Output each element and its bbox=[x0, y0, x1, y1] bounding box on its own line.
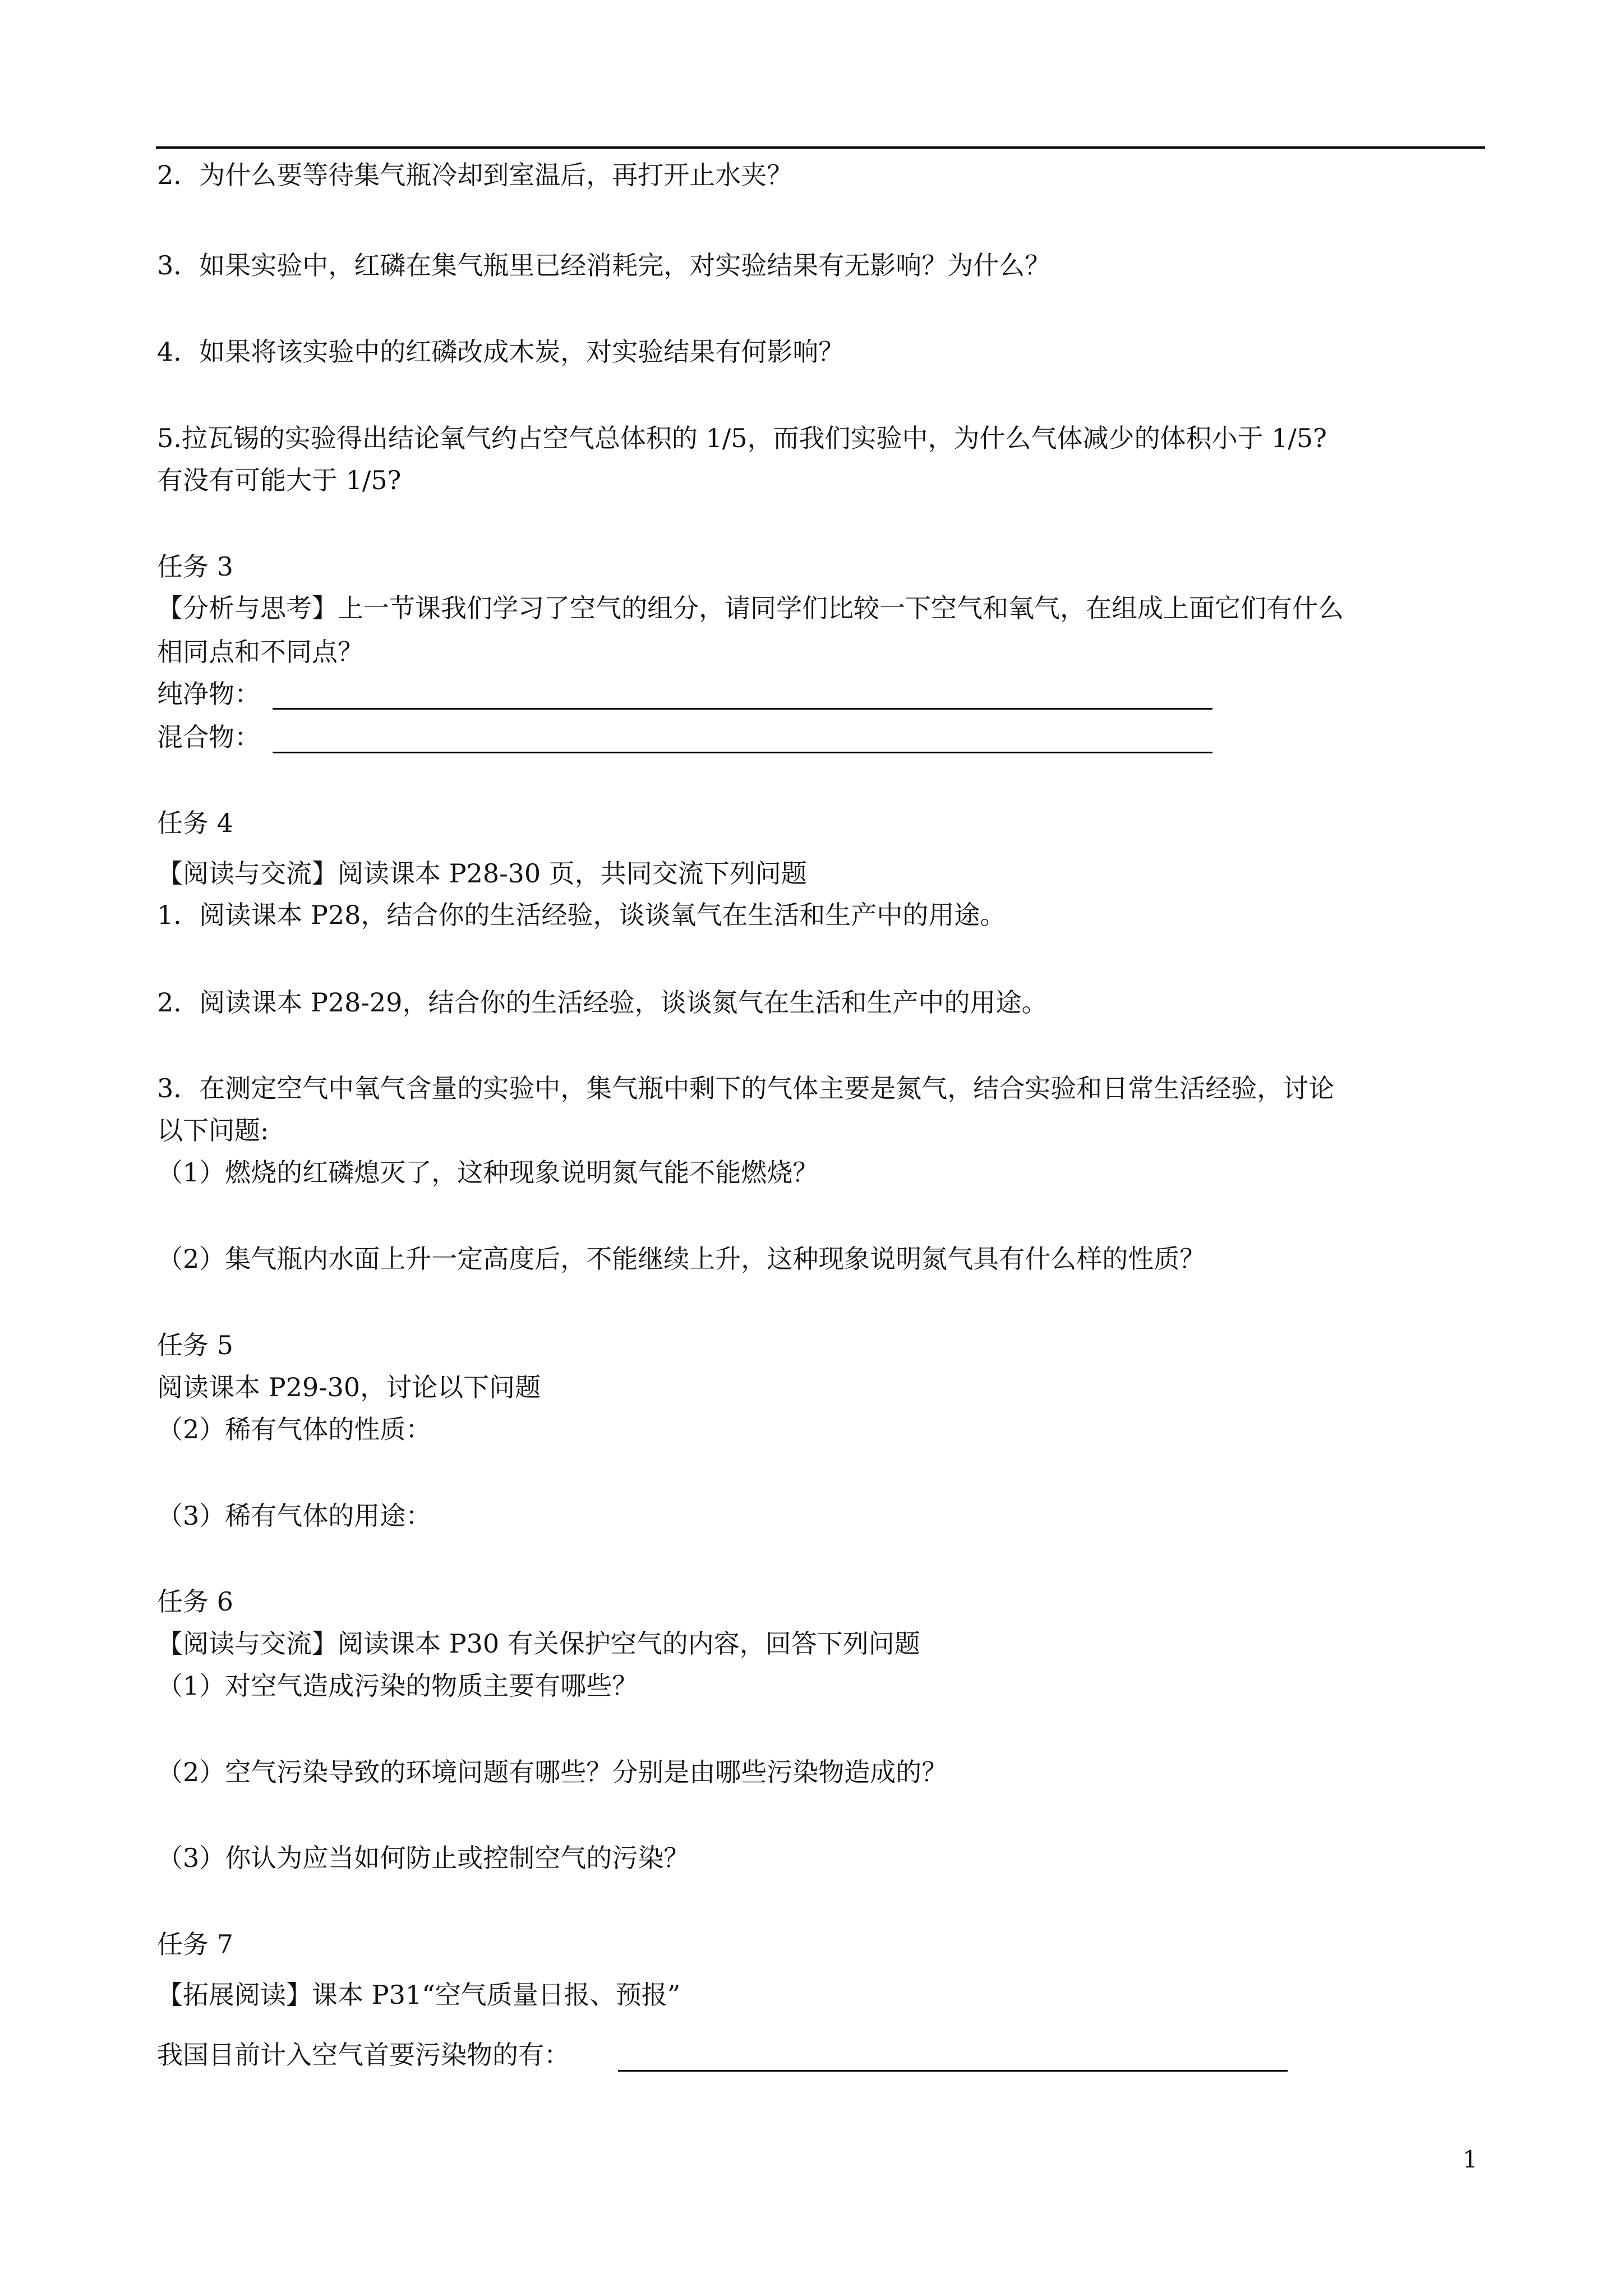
task-5-prompt: 阅读课本 P29-30，讨论以下问题 bbox=[157, 1372, 541, 1402]
task-6-heading: 任务 6 bbox=[157, 1586, 233, 1617]
pollutants-label: 我国目前计入空气首要污染物的有： bbox=[157, 2040, 570, 2070]
task-4-question-2: 2．阅读课本 P28-29，结合你的生活经验，谈谈氮气在生活和生产中的用途。 bbox=[157, 987, 1048, 1018]
mixture-label: 混合物： bbox=[157, 722, 260, 752]
task-5-heading: 任务 5 bbox=[157, 1330, 233, 1360]
task-4-question-1: 1．阅读课本 P28，结合你的生活经验，谈谈氧气在生活和生产中的用途。 bbox=[157, 900, 1006, 930]
task-7-heading: 任务 7 bbox=[157, 1929, 233, 1959]
task-5-subquestion-2: （2）稀有气体的性质： bbox=[157, 1414, 432, 1444]
question-2: 2．为什么要等待集气瓶冷却到室温后，再打开止水夹？ bbox=[157, 160, 793, 190]
task-6-subquestion-1: （1）对空气造成污染的物质主要有哪些？ bbox=[157, 1671, 638, 1701]
task-4-heading: 任务 4 bbox=[157, 808, 233, 838]
question-4: 4．如果将该实验中的红磷改成木炭，对实验结果有何影响？ bbox=[157, 337, 845, 367]
question-5-line-2: 有没有可能大于 1/5? bbox=[157, 465, 402, 495]
question-3: 3．如果实验中，红磷在集气瓶里已经消耗完，对实验结果有无影响？为什么？ bbox=[157, 250, 1051, 280]
task-4-prompt: 【阅读与交流】阅读课本 P28-30 页，共同交流下列问题 bbox=[157, 858, 807, 889]
task-6-prompt: 【阅读与交流】阅读课本 P30 有关保护空气的内容，回答下列问题 bbox=[157, 1628, 920, 1659]
task-3-prompt-line-1: 【分析与思考】上一节课我们学习了空气的组分，请同学们比较一下空气和氧气，在组成上面它们有什么 bbox=[157, 593, 1344, 623]
task-7-prompt: 【拓展阅读】课本 P31“空气质量日报、预报” bbox=[157, 1980, 681, 2010]
header-rule bbox=[156, 146, 1485, 149]
pollutants-blank[interactable] bbox=[618, 2070, 1288, 2072]
question-5-line-1: 5.拉瓦锡的实验得出结论氧气约占空气总体积的 1/5，而我们实验中，为什么气体减少的体积小于 1/5? bbox=[157, 423, 1327, 453]
task-4-question-3-line-2: 以下问题: bbox=[157, 1115, 269, 1145]
task-6-subquestion-3: （3）你认为应当如何防止或控制空气的污染？ bbox=[157, 1843, 690, 1873]
mixture-blank[interactable] bbox=[273, 752, 1212, 753]
pure-substance-label: 纯净物： bbox=[157, 679, 260, 709]
pure-substance-blank[interactable] bbox=[273, 708, 1212, 710]
task-3-heading: 任务 3 bbox=[157, 551, 233, 582]
task-6-subquestion-2: （2）空气污染导致的环境问题有哪些？分别是由哪些污染物造成的？ bbox=[157, 1757, 948, 1787]
task-4-question-3-line-1: 3．在测定空气中氧气含量的实验中，集气瓶中剩下的气体主要是氮气，结合实验和日常生活经验，讨论 bbox=[157, 1073, 1335, 1103]
task-4-subquestion-2: （2）集气瓶内水面上升一定高度后，不能继续上升，这种现象说明氮气具有什么样的性质？ bbox=[157, 1244, 1206, 1274]
task-3-prompt-line-2: 相同点和不同点？ bbox=[157, 637, 363, 667]
page-number: 1 bbox=[1463, 2146, 1478, 2173]
task-4-subquestion-1: （1）燃烧的红磷熄灭了，这种现象说明氮气能不能燃烧？ bbox=[157, 1157, 819, 1188]
task-5-subquestion-3: （3）稀有气体的用途： bbox=[157, 1501, 432, 1531]
